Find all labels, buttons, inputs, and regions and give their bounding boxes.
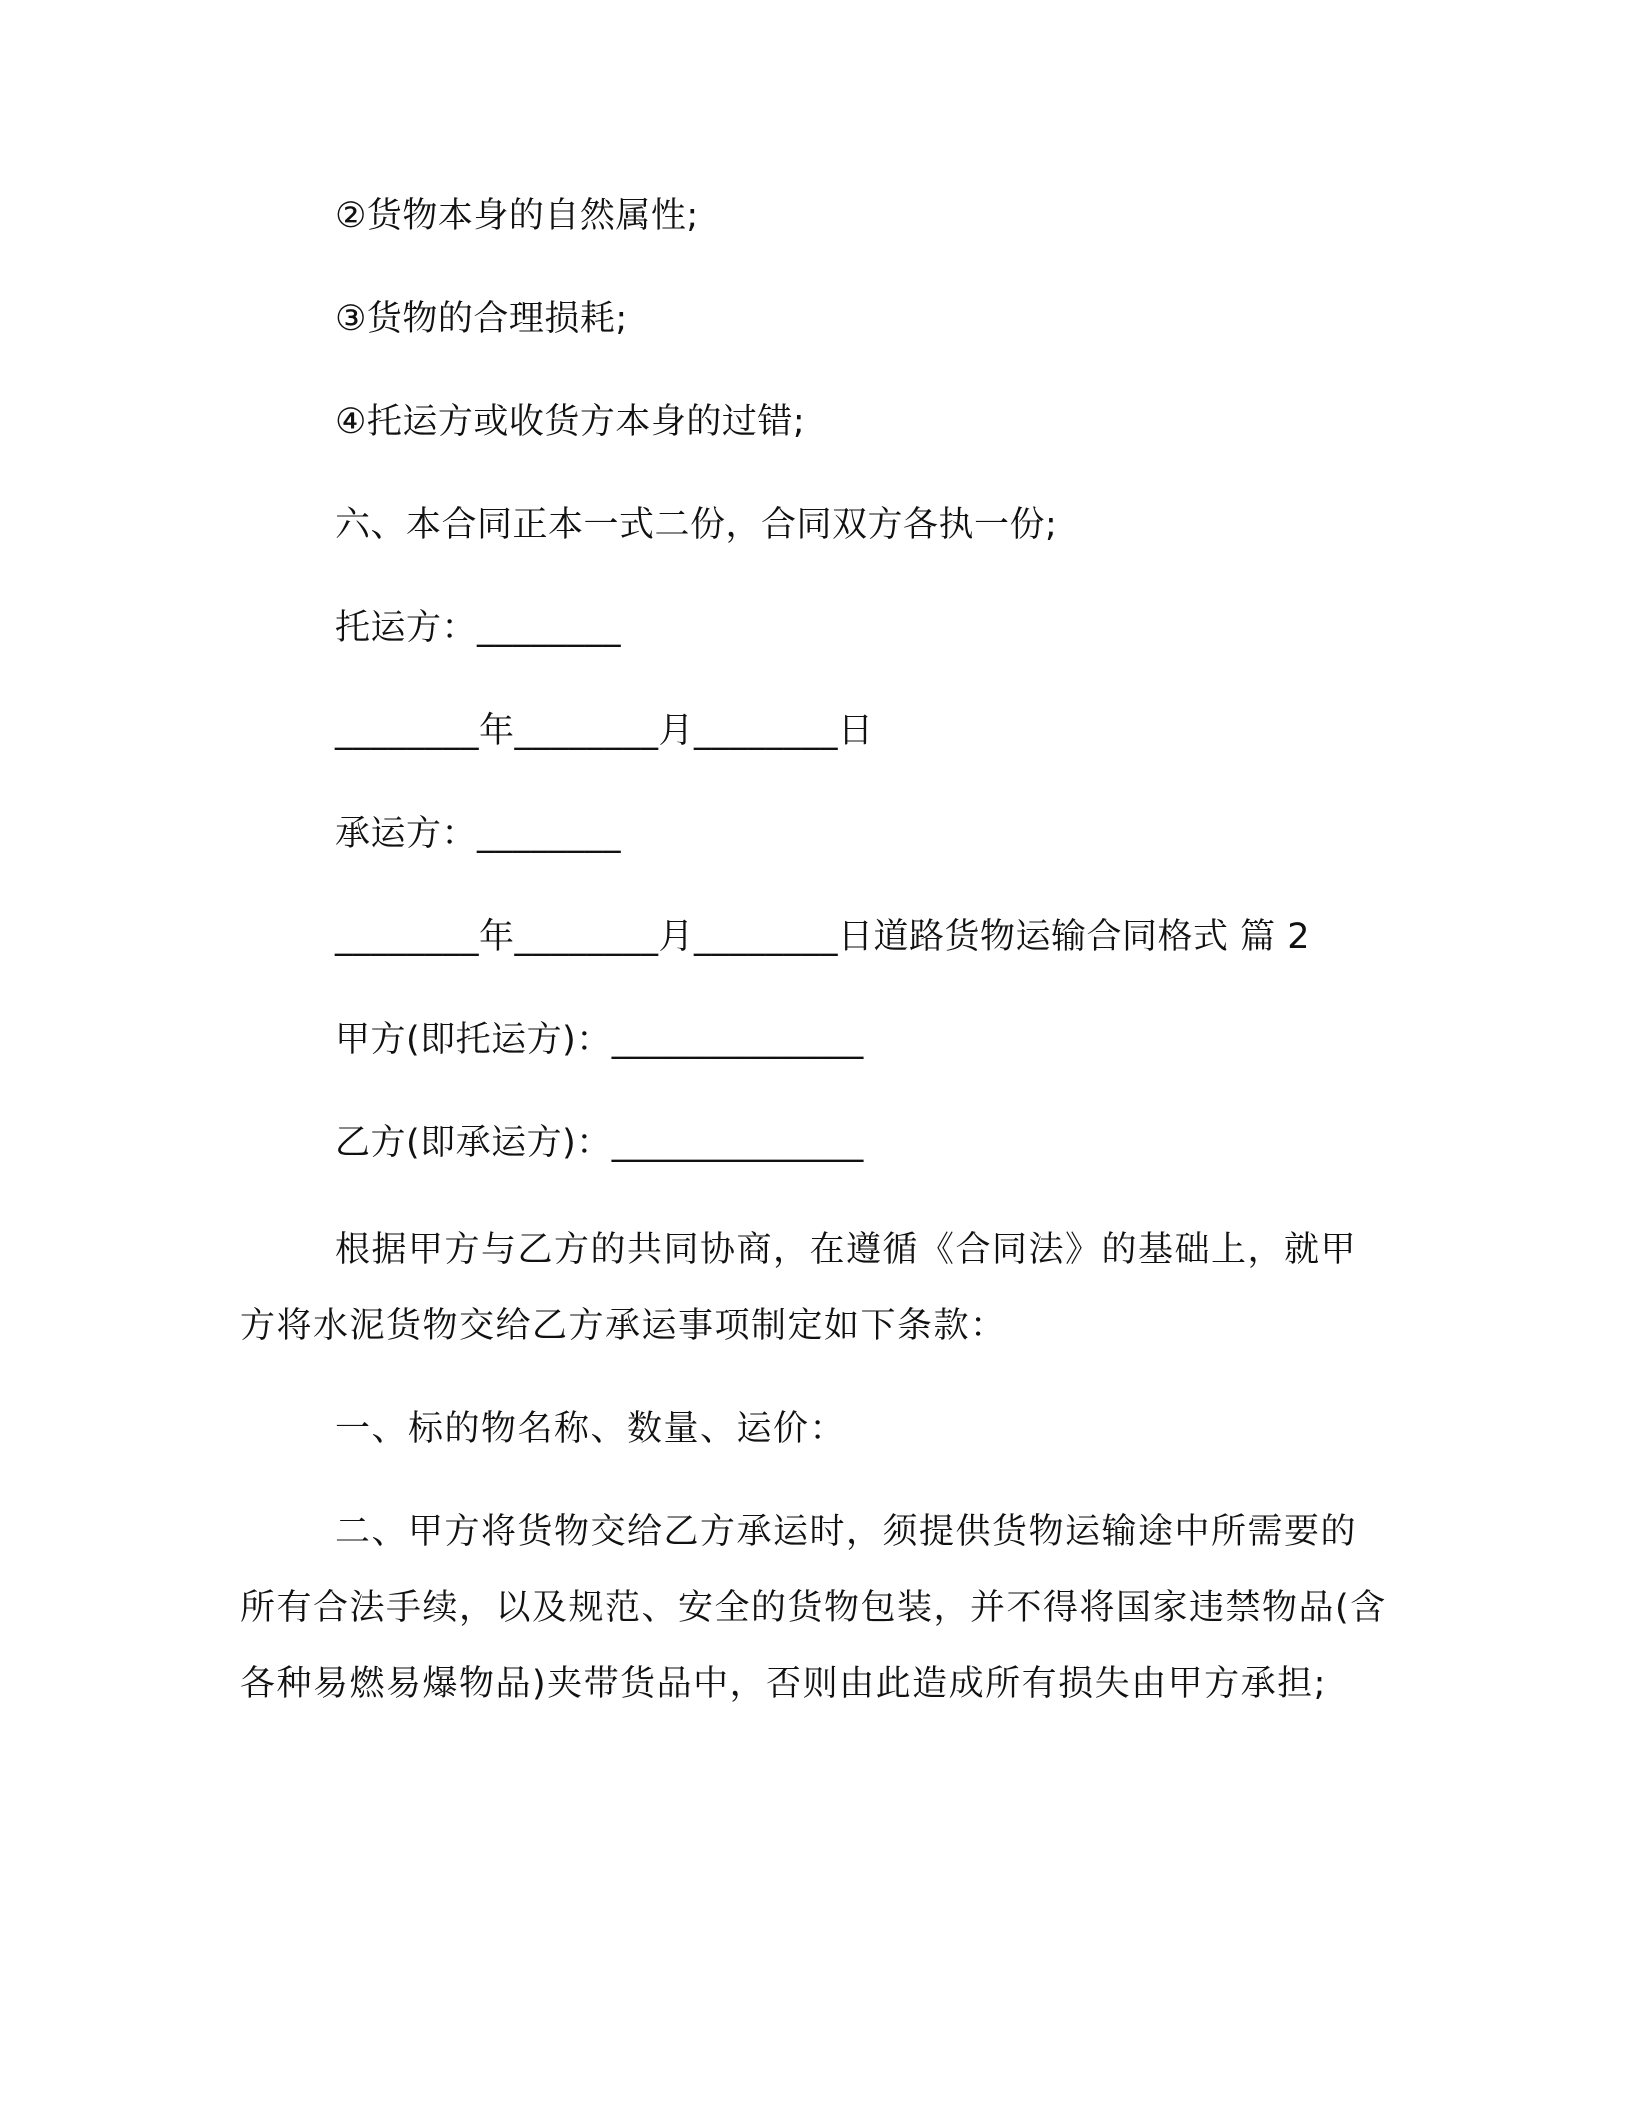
clause-six-copies: 六、本合同正本一式二份，合同双方各执一份;: [335, 505, 1058, 545]
shipper-signature-line: 托运方：________: [335, 608, 622, 648]
basis-paragraph: 根据甲方与乙方的共同协商，在遵循《合同法》的基础上，就甲方将水泥货物交给乙方承运事项制定如下条款：: [240, 1230, 1358, 1346]
party-b-line: 乙方(即承运方)：______________: [335, 1123, 864, 1163]
item-natural-property: ②货物本身的自然属性;: [335, 196, 699, 236]
clause-one-heading: 一、标的物名称、数量、运价：: [335, 1409, 847, 1449]
item-shipper-fault: ④托运方或收货方本身的过错;: [335, 402, 806, 442]
shipper-date-line: ________年________月________日: [335, 711, 874, 751]
party-a-line: 甲方(即托运方)：______________: [335, 1020, 864, 1060]
carrier-date-and-section-heading: ________年________月________日道路货物运输合同格式 篇 2: [335, 917, 1311, 957]
clause-two-paragraph: 二、甲方将货物交给乙方承运时，须提供货物运输途中所需要的所有合法手续，以及规范、安全的货物包装，并不得将国家违禁物品(含各种易燃易爆物品)夹带货品中，否则由此造成所有损失由甲方承担;: [240, 1512, 1387, 1704]
item-reasonable-loss: ③货物的合理损耗;: [335, 299, 628, 339]
carrier-signature-line: 承运方：________: [335, 814, 622, 854]
